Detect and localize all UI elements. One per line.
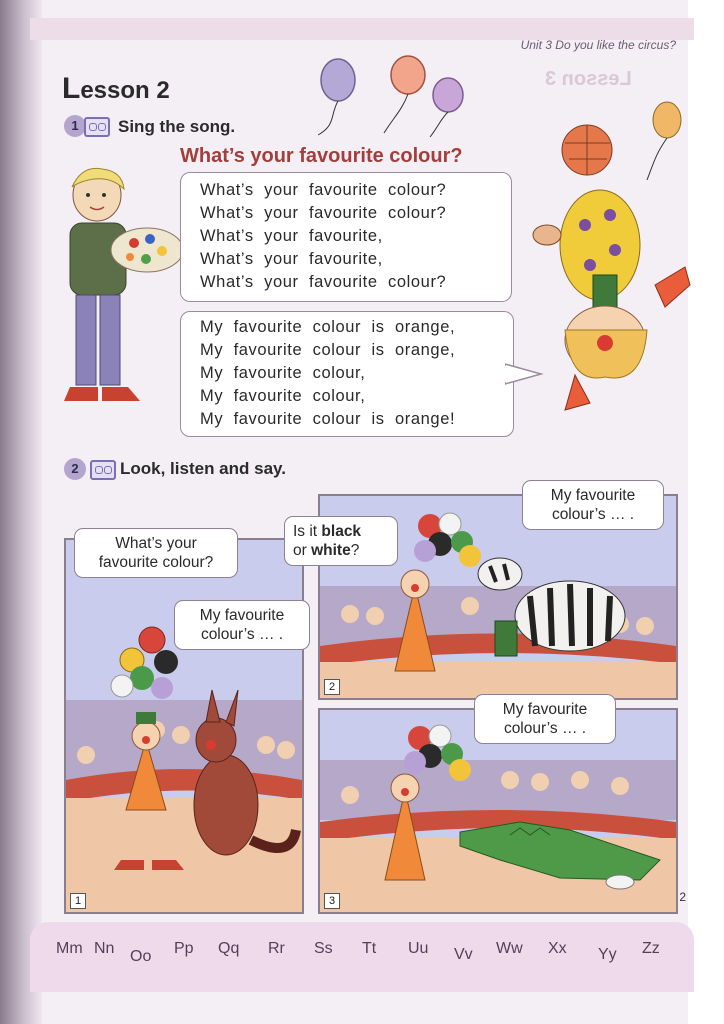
circus-kangaroo-scene	[66, 540, 302, 912]
alphabet-letter-pair: Zz	[642, 940, 660, 957]
alphabet-letter-pair: Vv	[454, 946, 473, 963]
panel-number: 2	[324, 679, 340, 695]
alphabet-letter-pair: Oo	[130, 948, 152, 965]
balloon-string	[384, 94, 408, 133]
show-through-text: Lesson 3	[545, 68, 632, 90]
speech-bubble-answer	[174, 600, 310, 650]
bubble-text: or	[293, 542, 312, 559]
exercise-2-badge: 2	[64, 458, 86, 480]
song-title: What’s your favourite colour?	[180, 145, 463, 167]
alphabet-letter-pair: Tt	[362, 940, 377, 957]
balloons-illustration	[310, 55, 480, 140]
lesson-title	[62, 72, 170, 106]
panel-number: 3	[324, 893, 340, 909]
speech-bubble-question	[74, 528, 238, 578]
alphabet-letter-pair: Mm	[56, 940, 83, 957]
bubble-line: My favourite	[199, 607, 285, 624]
exercise-1-badge: 1	[64, 115, 86, 137]
bubble-line: colour’s … .	[200, 626, 284, 643]
balloon-lilac	[321, 59, 355, 101]
bubble-line: My favourite	[502, 701, 588, 718]
bubble-line	[293, 522, 389, 541]
alphabet-letter-pair: Uu	[408, 940, 429, 957]
alphabet-letter-pair: Yy	[598, 946, 617, 963]
boy-with-palette-illustration	[42, 165, 187, 420]
lyric-line: What’s your favourite colour?	[200, 273, 447, 291]
header-band	[30, 18, 694, 40]
juggling-clown-illustration	[525, 85, 695, 420]
exercise-1-instruction: Sing the song.	[118, 117, 236, 136]
lyric-line: What’s your favourite,	[200, 250, 383, 268]
alphabet-letter-pair: Rr	[268, 940, 285, 957]
audio-cassette-icon	[90, 460, 116, 480]
book-spine-shadow	[0, 0, 42, 1024]
lyric-line: What’s your favourite colour?	[200, 204, 447, 222]
bubble-keyword-white: white	[311, 542, 351, 559]
lyric-line: What’s your favourite colour?	[200, 181, 447, 199]
lyric-line: My favourite colour,	[200, 387, 366, 405]
alphabet-strip	[46, 930, 696, 982]
lesson-title-initial: L	[62, 72, 81, 105]
bubble-line: My favourite	[550, 487, 636, 504]
audio-cassette-icon	[84, 117, 110, 137]
bubble-keyword-black: black	[321, 523, 362, 540]
bubble-text: Is it	[293, 523, 322, 540]
balloon-violet	[433, 78, 463, 112]
running-head: Unit 3 Do you like the circus?	[520, 38, 676, 52]
lyric-line: My favourite colour,	[200, 364, 366, 382]
alphabet-letter-pair: Xx	[548, 940, 567, 957]
lyric-line: My favourite colour is orange,	[200, 341, 456, 359]
panel-number: 1	[70, 893, 86, 909]
comic-panel-1	[64, 538, 304, 914]
balloon-string	[430, 112, 448, 137]
bubble-line: colour’s … .	[503, 720, 587, 737]
lyric-line: What’s your favourite,	[200, 227, 383, 245]
lyric-line: My favourite colour is orange,	[200, 318, 456, 336]
speech-bubble-answer	[474, 694, 616, 744]
balloon-orange	[391, 56, 425, 94]
bubble-line: colour’s … .	[551, 506, 635, 523]
exercise-2-instruction: Look, listen and say.	[120, 459, 286, 478]
bubble-line	[293, 541, 389, 560]
lyric-line: My favourite colour is orange!	[200, 410, 456, 428]
speech-bubble-answer	[522, 480, 664, 530]
bubble-line: What’s your	[115, 535, 197, 552]
alphabet-letter-pair: Ww	[496, 940, 523, 957]
lesson-title-rest: esson 2	[80, 77, 170, 104]
alphabet-letter-pair: Pp	[174, 940, 194, 957]
page-number: 2	[679, 890, 686, 904]
balloon-string	[318, 101, 338, 135]
alphabet-letter-pair: Ss	[314, 940, 333, 957]
speech-bubble-question	[284, 516, 398, 566]
alphabet-letter-pair: Nn	[94, 940, 115, 957]
bubble-line: favourite colour?	[98, 554, 214, 571]
bubble-text: ?	[350, 542, 360, 559]
alphabet-letter-pair: Qq	[218, 940, 240, 957]
